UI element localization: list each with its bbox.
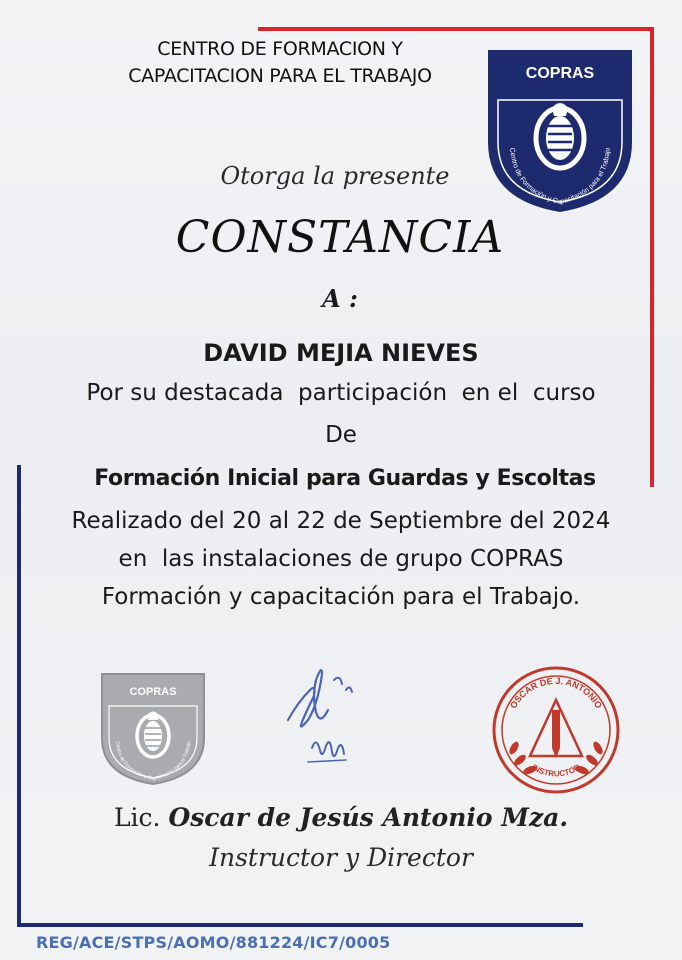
to-label: A :: [322, 284, 358, 313]
svg-text:OSCAR DE J. ANTONIO: [508, 676, 604, 710]
date-text: Realizado del 20 al 22 de Septiembre del 2024: [71, 508, 611, 534]
institution-text: Formación y capacitación para el Trabajo.: [101, 584, 581, 610]
registration-number: REG/ACE/STPS/AOMO/881224/IC7/0005: [36, 933, 391, 952]
navy-frame-line-left: [17, 465, 21, 927]
signer-line: [60, 803, 622, 832]
organization-header: [70, 36, 490, 90]
signer-role: Instructor y Director: [209, 843, 473, 872]
participation-text: Por su destacada participación en el curso: [86, 380, 596, 406]
logo-bottom-ring-text: Centro de Formación y Capacitación para el Trabajo: [114, 741, 192, 783]
signer-name: Oscar de Jesús Antonio Mza.: [168, 803, 569, 832]
certificate-title: CONSTANCIA: [175, 212, 505, 263]
handwritten-signature: [276, 650, 366, 780]
organization-line-1: CENTRO DE FORMACION Y: [157, 38, 403, 60]
blade-icon: [530, 700, 582, 758]
red-frame-line-top: [258, 27, 654, 31]
organization-line-2: CAPACITACION PARA EL TRABAJO: [128, 65, 432, 87]
logo-top-ring-text: Centro de Formación y Capacitación para el Trabajo: [508, 147, 612, 207]
seal-top-text: OSCAR DE J. ANTONIO: [508, 675, 604, 711]
course-name: Formación Inicial para Guardas y Escoltas: [94, 466, 596, 491]
instructor-seal: [486, 660, 626, 800]
logo-top-name: COPRAS: [525, 65, 595, 82]
recipient-name: DAVID MEJIA NIEVES: [203, 339, 479, 367]
de-text: De: [325, 422, 357, 448]
navy-frame-line-bottom: [17, 923, 583, 927]
seal-bottom-text: INSTRUCTOR: [530, 762, 582, 779]
svg-text:INSTRUCTOR: [530, 762, 582, 778]
red-frame-line-right: [650, 27, 654, 487]
location-text: en las instalaciones de grupo COPRAS: [118, 546, 564, 572]
copras-logo-bottom: [96, 668, 210, 786]
logo-bottom-name: COPRAS: [129, 686, 177, 698]
signer-prefix: Lic.: [113, 803, 161, 832]
intro-text: Otorga la presente: [220, 162, 450, 190]
